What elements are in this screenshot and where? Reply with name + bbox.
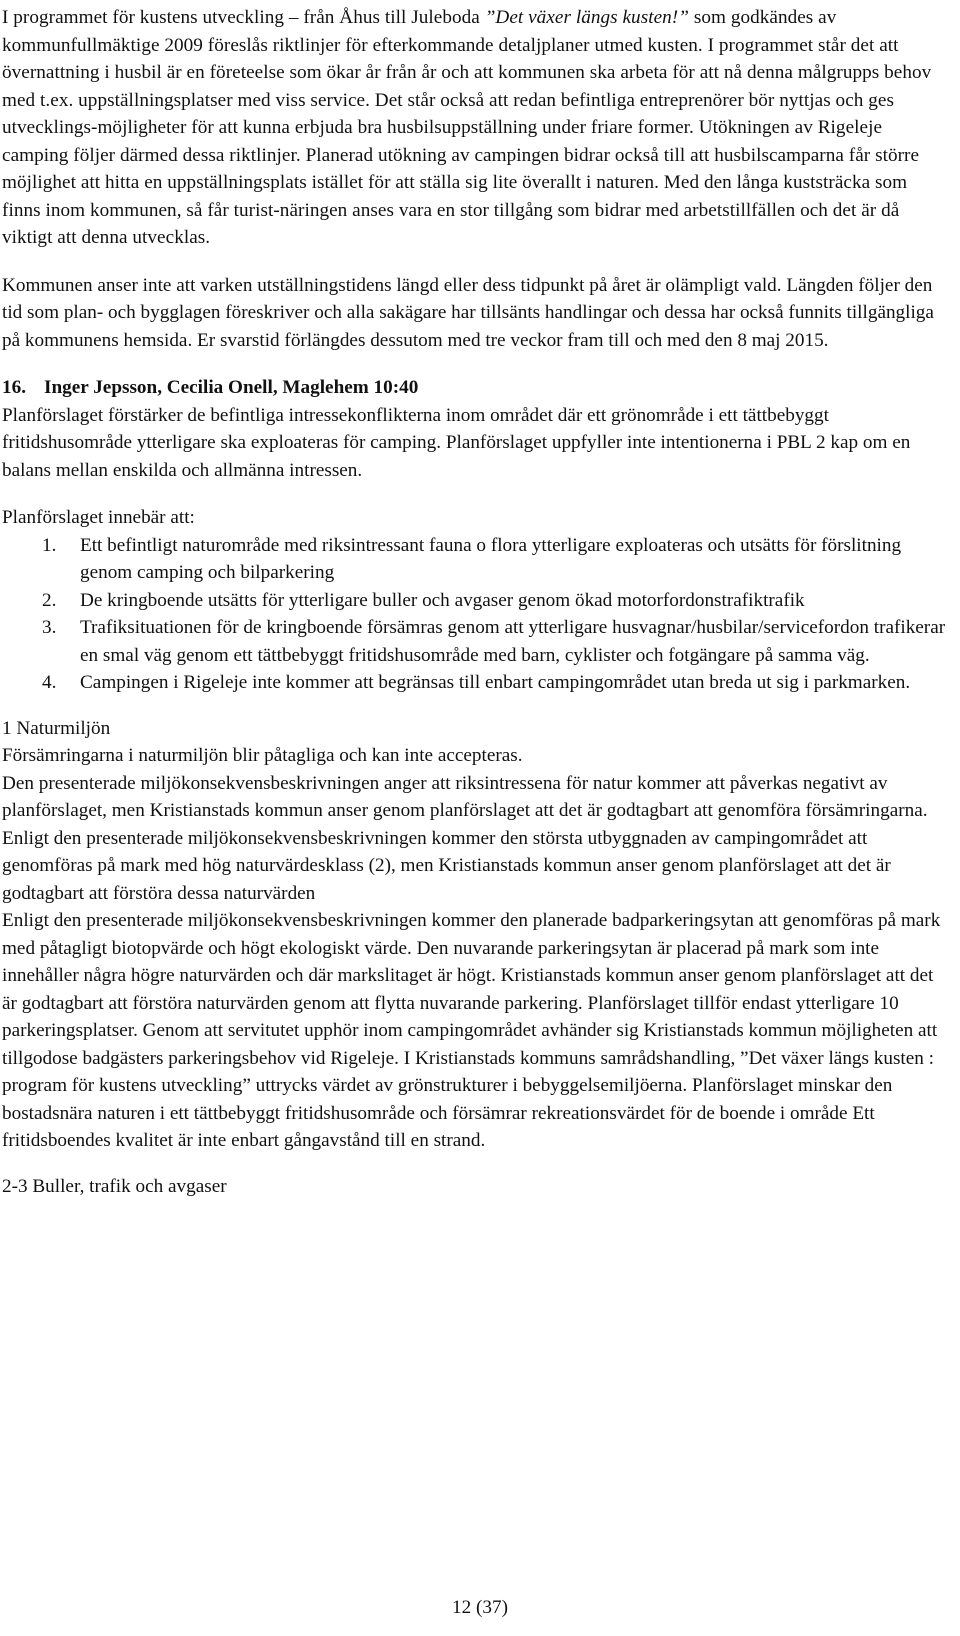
list-item [2, 532, 950, 587]
list-item-text: Ett befintligt naturområde med riksintressant fauna o flora ytterligare exploateras och utsätts för förslitning genom camping och bilparkering [80, 534, 902, 583]
list-item-number: 2. [42, 589, 57, 611]
program-title-italic: ”Det växer längs kusten!” [484, 7, 689, 28]
list-item [2, 669, 950, 697]
section-number: 16. [2, 377, 26, 398]
list-item-text: De kringboende utsätts för ytterligare buller och avgaser genom ökad motorfordonstrafiktrafik [80, 589, 805, 611]
section-heading-16 [2, 374, 950, 402]
naturmiljo-line: Enligt den presenterade miljökonsekvensbeskrivningen kommer den största utbyggnaden av campingområdet att genomföras på mark med hög naturvärdesklass (2), men Kristianstads kommun anser genom planförslaget att det är godtagbart att förstöra dessa naturvärden [2, 827, 891, 904]
list-item [2, 587, 950, 615]
paragraph-kustprogram-start: I programmet för kustens utveckling – från Åhus till Juleboda [2, 7, 485, 28]
numbered-list [2, 532, 950, 697]
naturmiljo-line: Enligt den presenterade miljökonsekvensbeskrivningen kommer den planerade badparkeringsytan att genomföras på mark med påtagligt biotopvärde och högt ekologiskt värde. Den nuvarande parkeringsytan är placerad på mark som inte innehåller några högre naturvärden och där markslitaget är högt. Kristianstads kommun anser genom planförslaget att det är godtagbart att förstöra naturvärden genom att flytta nuvarande parkering. Planförslaget tillför endast ytterligare 10 parkeringsplatser. Genom att servitutet upphör inom campingområdet avhänder sig Kristianstads kommun möjligheten att tillgodose badgästers parkeringsbehov vid Rigeleje. I Kristianstads kommuns samrådshandling, ”Det växer längs kusten : program för kustens utveckling” uttrycks värdet av grönstrukturer i bebyggelsemiljöerna. Planförslaget minskar den bostadsnära naturen i ett tättbebyggt fritidshusområde och försämrar rekreationsvärdet för de boende i område Ett fritidsboendes kvalitet är inte enbart gångavstånd till en strand. [2, 910, 941, 1151]
naturmiljo-line: Försämringarna i naturmiljön blir påtagliga och kan inte accepteras. [2, 745, 523, 766]
subsection-title-buller: 2-3 Buller, trafik och avgaser [2, 1175, 227, 1197]
list-item-text: Trafiksituationen för de kringboende försämras genom att ytterligare husvagnar/husbilar/servicefordon trafikerar en smal väg genom ett tättbebyggt fritidshusområde med barn, cyklister och fotgängare på samma väg. [80, 617, 946, 666]
list-item [2, 614, 950, 669]
list-item-number: 4. [42, 672, 57, 693]
naturmiljo-line: Den presenterade miljökonsekvensbeskrivningen anger att riksintressena för natur kommer att påverkas negativt av planförslaget, men Kristianstads kommun anser genom planförslaget att det är godtagbart att genomföra försämringarna. [2, 772, 928, 821]
page-number: 12 (37) [452, 1597, 508, 1618]
paragraph-kustprogram [2, 4, 950, 252]
paragraph-planforslag: Planförslaget förstärker de befintliga intressekonflikterna inom området där ett grönområde i ett tättbebyggt fritidshusområde ytterligare ska exploateras för camping. Planförslaget uppfyller inte intentionerna i PBL 2 kap om en balans mellan enskilda och allmänna intressen. [2, 404, 911, 481]
list-item-number: 1. [42, 534, 57, 556]
list-intro: Planförslaget innebär att: [2, 507, 195, 528]
section-title: Inger Jepsson, Cecilia Onell, Maglehem 10:40 [44, 377, 419, 398]
list-item-number: 3. [42, 617, 57, 638]
list-item-text: Campingen i Rigeleje inte kommer att begränsas till enbart campingområdet utan breda ut sig i parkmarken. [80, 672, 911, 693]
paragraph-kustprogram-rest: som godkändes av kommunfullmäktige 2009 föreslås riktlinjer för efterkommande detaljplaner utmed kusten. I programmet står det att övernattning i husbil är en företeelse som ökar år från år och att kommunen ska arbeta för att nå denna målgrupps behov med t.ex. uppställningsplatser med viss service. Det står också att redan befintliga entreprenörer bör nyttjas och ges utvecklings-möjligheter för att kunna erbjuda bra husbilsuppställning under friare former. Utökningen av Rigeleje camping följer därmed dessa riktlinjer. Planerad utökning av campingen bidrar också till att husbilscamparna får större möjlighet att hitta en uppställningsplats istället för att ställa sig lite överallt i naturen. Med den långa kuststräcka som finns inom kommunen, så får turist-näringen anses vara en stor tillgång som bidrar med arbetstillfällen och det är då viktigt att denna utvecklas. [2, 7, 932, 248]
paragraph-utstallningstid: Kommunen anser inte att varken utställningstidens längd eller dess tidpunkt på året är olämpligt vald. Längden följer den tid som plan- och bygglagen föreskriver och alla sakägare har tillsänts handlingar och dessa har också funnits tillgängliga på kommunens hemsida. Er svarstid förlängdes dessutom med tre veckor fram till och med den 8 maj 2015. [2, 274, 934, 351]
subsection-title-naturmiljo: 1 Naturmiljön [2, 717, 111, 739]
